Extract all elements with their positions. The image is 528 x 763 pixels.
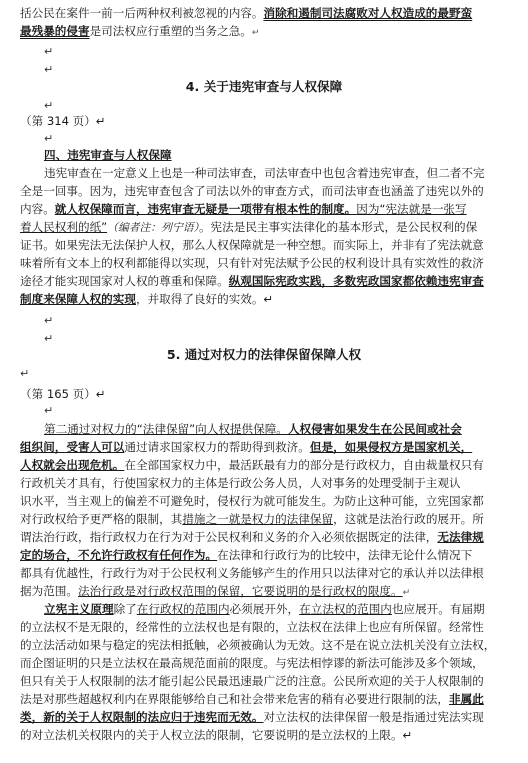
text-line: [20, 708, 518, 726]
text-line: 全是一回事。因为，违宪审查包含了司法以外的审查方式，而司法审查也涵盖了违宪以外的: [20, 184, 484, 198]
emphasis-text: 制度来保障人权的实现: [20, 292, 136, 306]
text-run: 内容。: [20, 202, 55, 216]
underlined-text: 在立法权的范围内: [299, 602, 392, 616]
text-line: [20, 218, 518, 236]
emphasis-text: 非属此: [448, 692, 484, 706]
underlined-text: 法治行政是对行政权范围的保留，它要说明的是行政权的限度。: [77, 584, 403, 598]
text-run: 除了: [113, 602, 137, 616]
text-run: 通过请求国家权力的帮助得到救济。: [124, 440, 310, 454]
text-line: [20, 290, 518, 308]
emphasis-text: 定的场合，不允许行政权有任何作为。: [20, 548, 218, 562]
emphasis-text: 但是，如果侵权方是国家机关，: [309, 440, 473, 454]
section-heading: 5. 通过对权力的法律保留保障人权: [166, 347, 362, 362]
text-run: 括公民在案件一前一后两种权利被忽视的内容。: [20, 6, 264, 20]
paragraph-mark: ↵: [44, 63, 54, 76]
text-line: 而企图证明的只是立法权在最高规范面前的限度。与宪法相悖谬的新法可能涉及多个领域，: [20, 656, 484, 670]
text-line: 识水平，当主观上的偏差不可避免时，侵权行为就可能发生。为防止这种可能，立宪国家都: [20, 494, 484, 508]
text-run: 也应展开。有届期: [391, 602, 485, 616]
underlined-text: 着人民权利的纸”: [20, 220, 108, 234]
text-line: [20, 582, 518, 600]
text-line: [20, 546, 518, 564]
text-line: 都具有优越性，行政行为对于公民权利义务能够产生的作用只以法律对它的承认并以法律根: [20, 566, 484, 580]
text-run: 谓法治行政，指行政权力在行为对于公民权利和义务的介入必须依据既定的法律，: [20, 530, 438, 544]
text-line: 的立法权不是无限的，经常性的立法权也是有限的，立法权在法律上也应有所保留。经常性: [20, 620, 484, 634]
paragraph-mark: ↵: [44, 332, 54, 345]
text-run: 是司法权应行重塑的当务之急。: [89, 24, 252, 38]
text-line: 的立法活动如果与稳定的宪法相抵触，必须被确认为无效。这不是在说立法机关没有立法权，: [20, 638, 496, 652]
paragraph-mark: ↵: [402, 588, 411, 598]
paragraph-mark: ↵: [251, 28, 260, 38]
text-run: 对立法权的法律保留一般是指通过宪法实现: [263, 710, 484, 724]
text-line: [20, 690, 518, 708]
page-reference: （第 314 页）↵: [20, 114, 106, 128]
text-line: [44, 420, 528, 438]
paragraph-mark: ↵: [44, 99, 54, 112]
text-line: [20, 272, 518, 290]
emphasis-text: 人权就会出现危机。: [20, 458, 125, 472]
text-run: 。宪法是民主事实法律化的基本形式，是公民权利的保: [198, 220, 478, 234]
text-run: 途径才能实现国家对人权的尊重和保障。: [20, 274, 229, 288]
underlined-text: 措施之一就是权力的法律保留: [182, 512, 334, 526]
text-line: [20, 200, 518, 218]
text-run: ，这就是法治行政的展开。所: [333, 512, 484, 526]
text-run: 在法律和行政行为的比较中，法律无论什么情况下: [217, 548, 473, 562]
text-run: ，并取得了良好的实效。↵: [135, 292, 274, 306]
section-heading: 4. 关于违宪审查与人权保障: [185, 79, 343, 94]
text-line: [20, 438, 518, 456]
underlined-text: 在行政权的范围内: [136, 602, 230, 616]
underlined-text: 第二通过对权力的“法律保留”向人权提供保障。: [44, 422, 288, 436]
emphasis-text: 无法律规: [437, 530, 484, 544]
subheading: [44, 146, 528, 164]
text-line: 但只有关于人权限制的法才能引起公民最迅速最广泛的注意。公民所欢迎的关于人权限制的: [20, 674, 484, 688]
text-line: [20, 22, 518, 40]
text-run: 据为范围。: [20, 584, 78, 598]
text-line: [44, 600, 528, 618]
emphasis-text: 最残暴的侵害: [20, 24, 90, 38]
text-line: 违宪审查在一定意义上也是一种司法审查，司法审查中也包含着违宪审查，但二者不完: [44, 166, 485, 180]
text-run: 对行政权给予更严格的限制，其: [20, 512, 183, 526]
text-run: 必须展开外，: [229, 602, 300, 616]
editor-note: （编者注：列宁语）: [107, 221, 199, 234]
emphasis-text: 就人权保障而言，违宪审查无疑是一项带有根本性的制度。: [54, 202, 357, 216]
paragraph-mark: ↵: [44, 404, 54, 417]
text-line: 行政机关才具有，行使国家权力的主体是行政公务人员，人对事务的处理受制于主观认: [20, 476, 461, 490]
emphasis-text: 纵观国际宪政实践，多数宪政国家都依赖违宪审查: [228, 274, 484, 288]
paragraph-mark: ↵: [44, 132, 54, 145]
underlined-text: 因为“宪法就是一张写: [356, 202, 467, 216]
text-line: [20, 456, 518, 474]
text-line: 证书。如果宪法无法保护人权，那么人权保障就是一种空想。而实际上，并非有了宪法就意: [20, 238, 484, 252]
paragraph-mark: ↵: [20, 367, 30, 380]
text-line: 味着所有文本上的权利都能得以实现，只有针对宪法赋予公民的权利设计具有实效性的救济: [20, 256, 484, 270]
text-line: [20, 4, 518, 22]
text-line: [20, 528, 518, 546]
text-run: 法是对那些超越权利内在界限能够给自己和社会带来危害的稍有必要进行限制的法，: [20, 692, 449, 706]
text-line: 的对立法机关权限内的关于人权立法的限制，它要说明的是立法权的上限。↵: [20, 728, 413, 742]
emphasis-text: 消除和遏制司法腐败对人权造成的最野蛮: [263, 6, 473, 20]
subheading-text: 四、违宪审查与人权保障: [44, 148, 172, 162]
page-reference: （第 165 页）↵: [20, 387, 106, 401]
text-line: [20, 510, 518, 528]
text-run: 在全部国家权力中，最活跃最有力的部分是行政权力，自由裁量权只有: [124, 458, 484, 472]
emphasis-text: 人权侵害如果发生在公民间或社会: [287, 422, 462, 436]
emphasis-text: 立宪主义原理: [44, 602, 114, 616]
emphasis-text: 组织间，受害人可以: [20, 440, 125, 454]
emphasis-text: 类，新的关于人权限制的法应归于违宪而无效。: [20, 710, 264, 724]
paragraph-mark: ↵: [44, 314, 54, 327]
paragraph-mark: ↵: [44, 45, 54, 58]
